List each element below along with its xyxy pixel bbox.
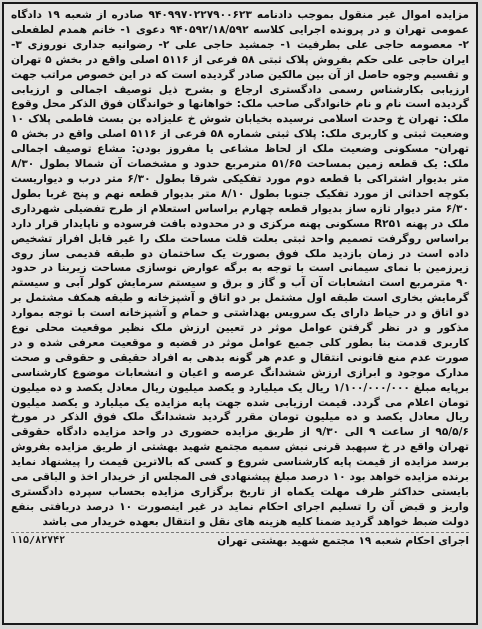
notice-footer [11, 535, 469, 547]
footer-divider [11, 532, 469, 533]
footer-signature: اجرای احکام شعبه ۱۹ مجتمع شهید بهشتی تهران [217, 534, 469, 547]
auction-notice [2, 2, 478, 625]
notice-body: مزایده اموال غیر منقول بموجب دادنامه ۹۴۰۹۹۷۰۲۲۷۹۰۰۶۲۳ صادره از شعبه ۱۹ دادگاه عمومی تهران و در پرونده اجرایی کلاسه ۹۴۰۵۹۲/۱۸/۵۹۲ دعوی ۱- خانم همدم لطفعلی ۲- معصومه حاجی علی بطرفیت ۱- جمشید حاجی علی ۲- رضوانیه جداری نوروزی ۳- ایران حاجی علی حکم بفروش پلاک ثبتی ۵۸ فرعی از ۵۱۱۶ اصلی واقع در بخش ۵ تهران و تقسیم وجوه حاصل از آن بین مالکین صادر گردیده است که در این خصوص مراتب جهت ارزیابی بکارشناس رسمی دادگستری ارجاع و بشرح ذیل توصیف اجمالی و ارزیابی گردیده است نام و نام خانوادگی صاحب ملک: خواهانها و خواندگان فوق الذکر محل وقوع ملک: تهران خ وحدت اسلامی نرسیده بخیابان شوش خ علیزاده بن بست فاطمی پلاک ۱۰ وضعیت ثبتی و کاربری ملک: پلاک ثبتی شماره ۵۸ فرعی از ۵۱۱۶ اصلی واقع در بخش ۵ تهران- مسکونی وضعیت ملک از لحاظ مشاعی یا مفروز بودن: مشاع توصیف اجمالی ملک: یک قطعه زمین بمساحت ۵۱/۶۵ مترمربع حدود و مشخصات آن شمالا بطول ۸/۳۰ متر بدیوار اشتراکی با قطعه دوم مورد تفکیکی شرقا بطول ۶/۳۰ متر درب و دیواریست بکوچه احداثی از مورد تفکیک جنوبا بطول ۸/۱۰ متر بدیوار قطعه نهم و پنج غربا بطول ۶/۳۰ متر دیوار تازه ساز بدیوار قطعه چهارم براساس استعلام از طرح تفضیلی شهرداری ملک در پهنه R۲۵۱ مسکونی پهنه مرکزی و در محدوده بافت فرسوده و ناپایدار قرار دارد براساس روگرفت تصمیم واحد ثبتی بعلت قلت مساحت ملک را غیر قابل افراز تشخیص داده است در زمان بازدید ملک فوق بصورت یک ساختمان دو طبقه قدیمی ساز روی زیرزمین با نمای سیمانی است با توجه به برگه عوارض نوسازی مساحت زیربنا در حدود ۹۰ مترمربع است انشعابات آن آب و گاز و برق و سیستم سرمایش کولر آبی و سیستم گرمایش بخاری است طبقه اول مشتمل بر دو اتاق و آشپزخانه و طبقه همکف مشتمل بر دو اتاق و در حیاط دارای یک سرویس بهداشتی و حمام و آشپزخانه است با توجه بموارد مذکور و در نظر گرفتن عوامل موثر در تعیین ارزش ملک نظیر موقعیت محلی نوع کاربری قدمت بنا بطور کلی جمیع عوامل موثر در قضیه و موقعیت معرفی شده و در صورت عدم منع قانونی انتقال و عدم هر گونه بدهی به افراد حقیقی و حقوقی و صحت مدارک موجود و ابرازی ارزش ششدانگ عرصه و اعیان و انشعابات موضوع کارشناسی برپایه مبلغ ۱/۱۰۰/۰۰۰/۰۰۰ ریال یک میلیارد و یکصد میلیون ریال معادل یکصد و ده میلیون تومان اعلام می گردد. قیمت ارزیابی شده جهت پایه مزایده یک میلیارد و یکصد میلیون ریال معادل یکصد و ده میلیون تومان مقرر گردید ششدانگ ملک فوق الذکر در مورخ ۹۵/۵/۶ از ساعت ۹ الی ۹/۳۰ از طریق مزایده حضوری در واحد مزایده دادگاه حقوقی تهران واقع در خ سپهبد قرنی نبش سمیه مجتمع شهید بهشتی از طریق مزایده بفروش برسد مزایده از قیمت پایه کارشناسی شروع و کسی که بالاترین قیمت را پیشنهاد نماید برنده مزایده خواهد بود ۱۰ درصد مبلغ پیشنهادی فی المجلس از خریدار اخذ و الباقی می بایستی حداکثر ظرف مهلت یکماه از تاریخ برگزاری مزایده بحساب سپرده دادگستری واریز و قبض آن را تسلیم اجرای احکام نماید در غیر اینصورت ۱۰ درصد دریافتی بنفع دولت ضبط خواهد گردید ضمنا کلیه هزینه های نقل و انتقال بعهده خریدار می باشد [11, 9, 470, 528]
footer-code: ۱۱۵/۸۲۷۴۲ [11, 535, 66, 547]
